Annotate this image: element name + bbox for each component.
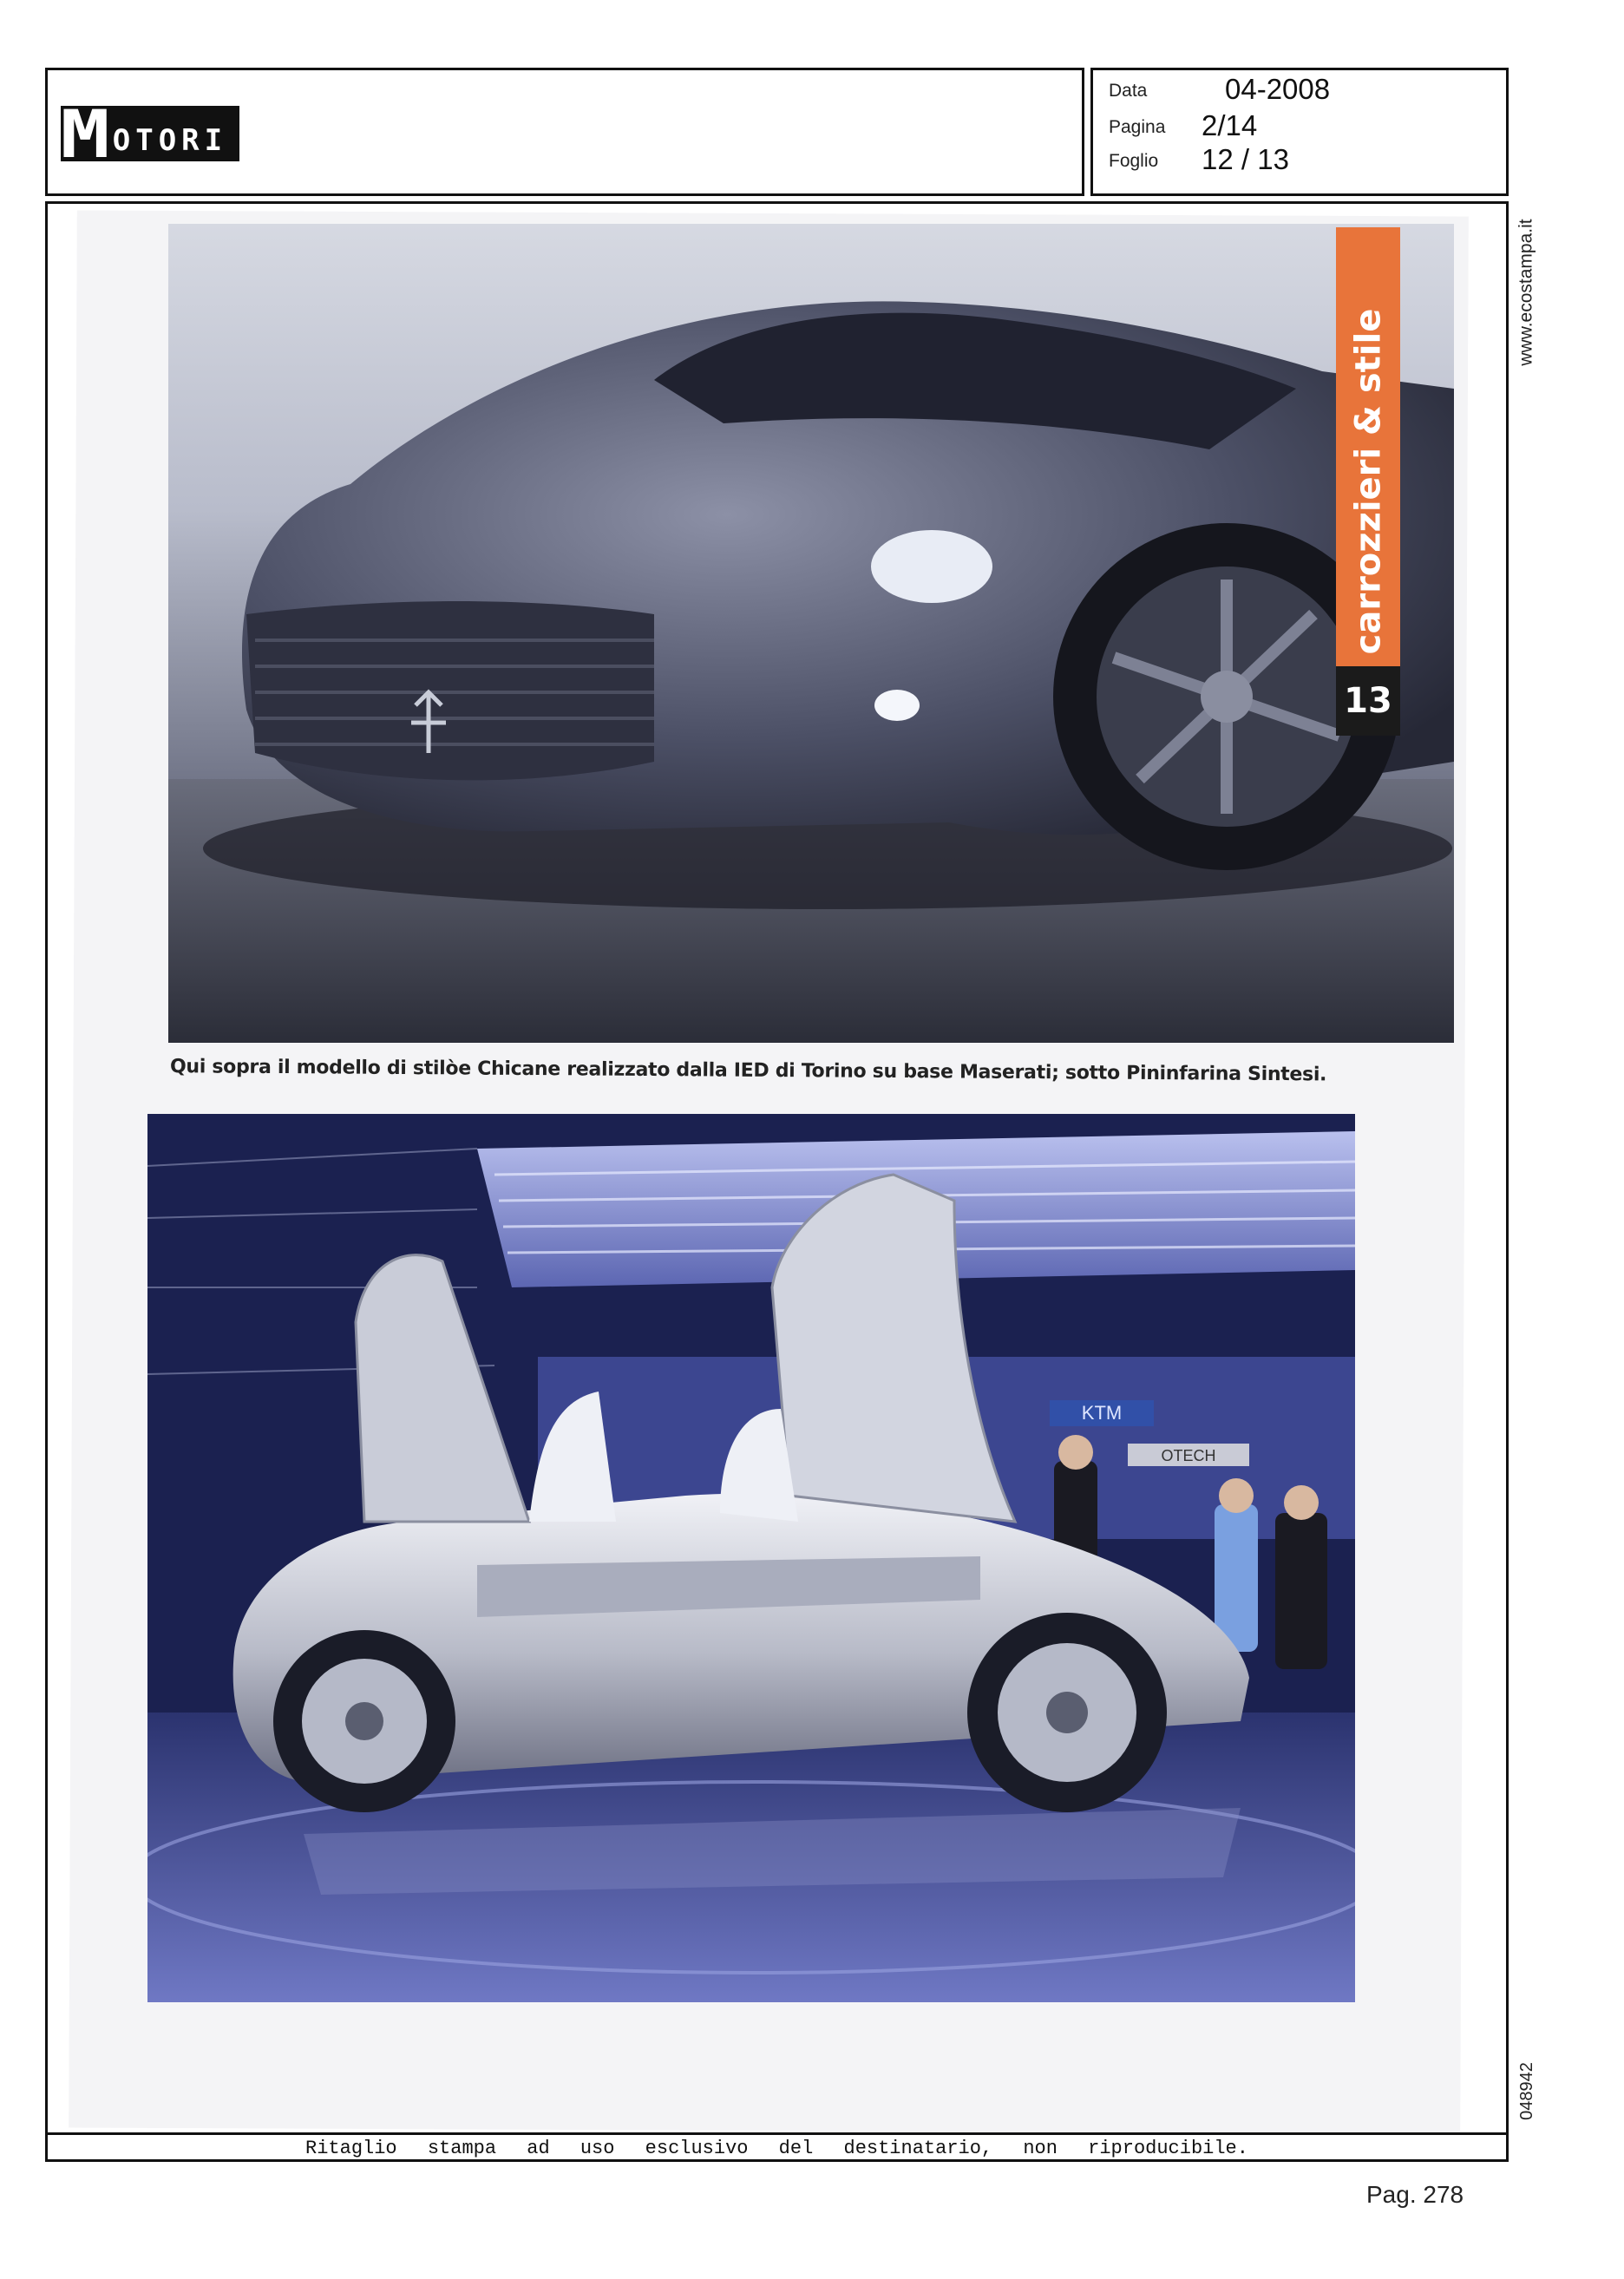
side-url: www.ecostampa.it (1516, 219, 1537, 366)
show-car-illustration (147, 1114, 1355, 2002)
photo-caption: Qui sopra il modello di stilòe Chicane realizzato dalla IED di Torino su base Maserati; sotto Pininfarina Sintesi. (169, 1056, 1327, 1086)
reproduction-notice: Ritaglio stampa ad uso esclusivo del destinatario, non riproducibile. (305, 2137, 1248, 2159)
meta-value-foglio: 12 / 13 (1202, 143, 1289, 175)
sign-otech: OTECH (1161, 1447, 1216, 1464)
page-number: Pag. 278 (1366, 2181, 1464, 2208)
concept-car-illustration (168, 224, 1454, 1043)
logo-text: OTORI (112, 123, 228, 158)
section-tab: carrozzieri & stile (1336, 227, 1400, 736)
meta-value-data: 04-2008 (1225, 73, 1331, 105)
meta-label-foglio: Foglio (1109, 151, 1159, 171)
logo-initial: M (60, 95, 117, 173)
meta-label-pagina: Pagina (1109, 117, 1166, 137)
sign-ktm: KTM (1081, 1402, 1123, 1424)
side-code: 048942 (1516, 2061, 1536, 2120)
photo-show-car (147, 1114, 1355, 2002)
motori-logo (60, 95, 239, 173)
photo-concept-car (168, 224, 1454, 1043)
section-number: 13 (1336, 666, 1400, 736)
meta-value-pagina: 2/14 (1202, 109, 1258, 141)
meta-label-data: Data (1109, 81, 1148, 101)
